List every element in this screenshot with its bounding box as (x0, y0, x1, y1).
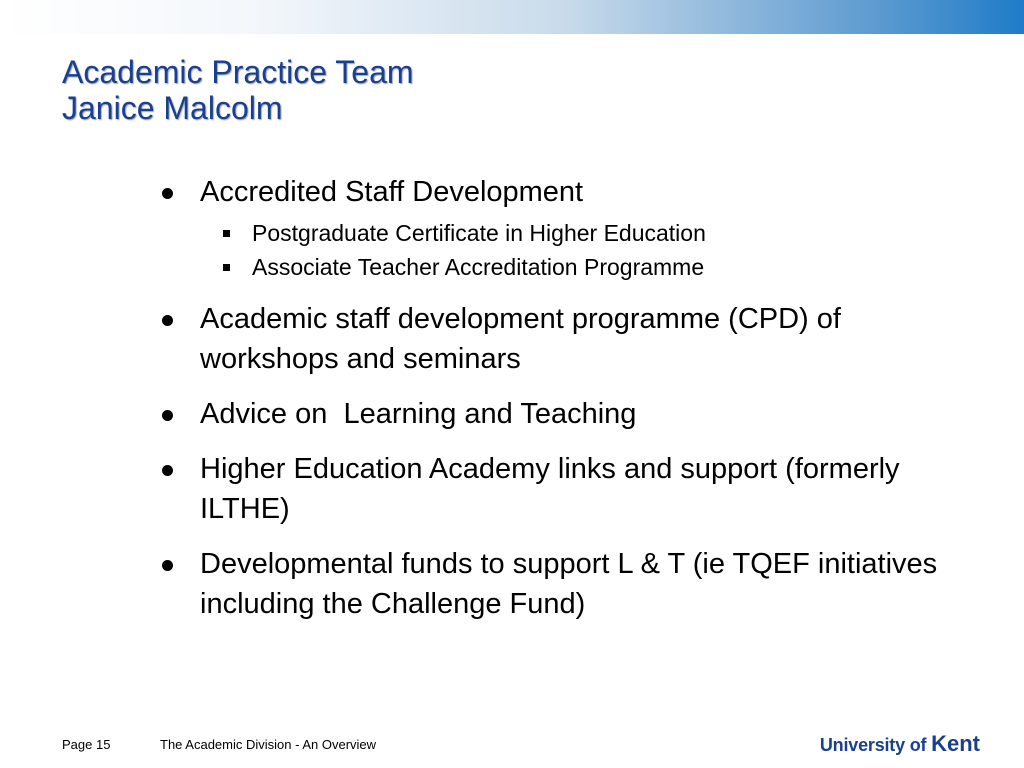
bullet-dot-icon (162, 410, 173, 421)
bullet-text: Academic staff development programme (CPD) of workshops and seminars (200, 303, 841, 375)
sub-bullet-item (200, 216, 960, 250)
page-number: Page 15 (62, 737, 111, 752)
bullet-dot-icon (162, 188, 173, 199)
bullet-item (160, 544, 960, 624)
title-line-1: Academic Practice Team (62, 54, 414, 90)
bullet-item (160, 172, 960, 284)
sub-bullet-item (200, 250, 960, 284)
logo-prefix: University of (819, 735, 932, 755)
bullet-item (160, 299, 960, 379)
header-gradient-bar (0, 0, 1024, 34)
title-line-2: Janice Malcolm (62, 90, 283, 126)
bullet-dot-icon (162, 560, 173, 571)
square-bullet-icon (223, 230, 230, 237)
bullet-text: Advice on Learning and Teaching (200, 398, 637, 430)
bullet-item (160, 449, 960, 529)
bullet-text: Higher Education Academy links and support (formerly ILTHE) (200, 453, 900, 525)
sub-bullet-text: Postgraduate Certificate in Higher Education (252, 220, 706, 246)
sub-bullet-text: Associate Teacher Accreditation Programme (252, 254, 705, 280)
slide-title (62, 54, 414, 126)
bullet-text: Accredited Staff Development (200, 176, 584, 208)
bullet-text: Developmental funds to support L & T (ie TQEF initiatives including the Challenge Fund) (200, 548, 938, 620)
sub-bullet-list (200, 216, 960, 284)
bullet-dot-icon (162, 315, 173, 326)
footer-caption: The Academic Division - An Overview (160, 737, 377, 752)
bullet-dot-icon (162, 465, 173, 476)
bullet-item (160, 394, 960, 434)
university-logo (820, 731, 980, 757)
logo-name: Kent (931, 731, 980, 756)
bullet-list (160, 172, 960, 624)
square-bullet-icon (223, 264, 230, 271)
